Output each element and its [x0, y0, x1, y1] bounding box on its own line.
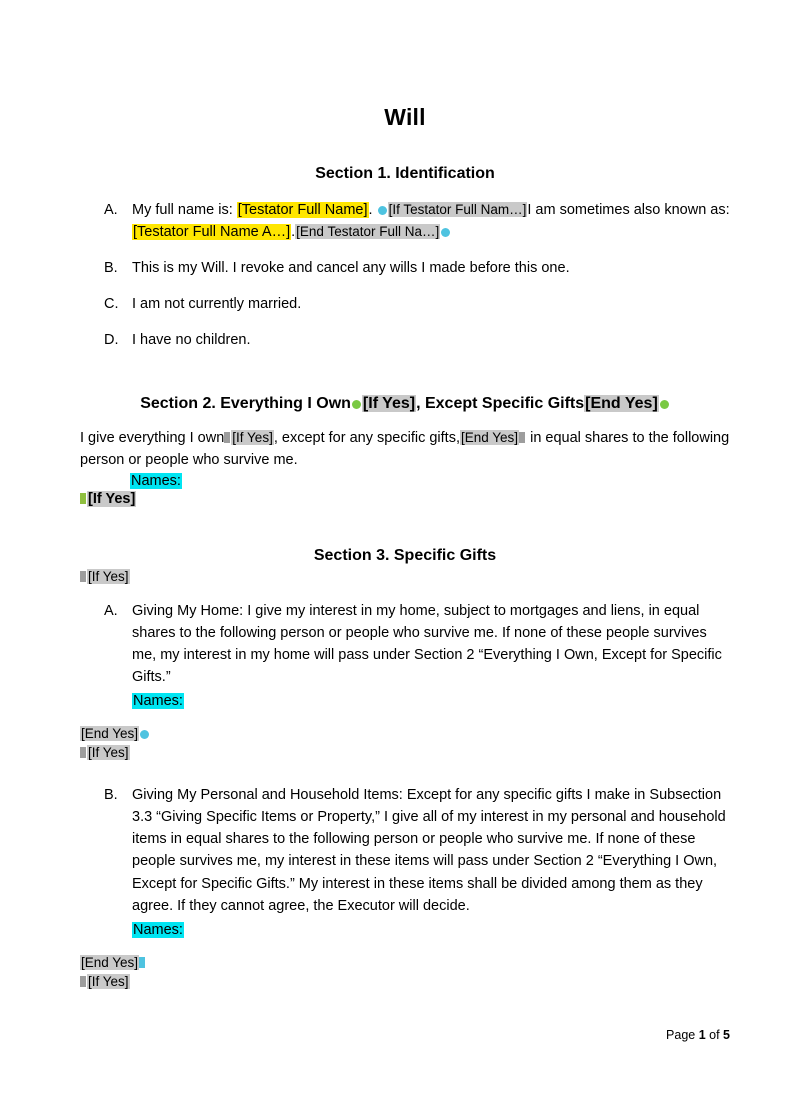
section-3-list	[80, 600, 730, 712]
conditional-tag-end-testator[interactable]: [End Testator Full Na…]	[296, 224, 440, 240]
footer-middle: of	[705, 1028, 724, 1042]
list-marker: A.	[104, 603, 118, 620]
conditional-tag-if-yes[interactable]: [If Yes]	[362, 395, 416, 413]
bookmark-dot-icon	[441, 228, 450, 237]
item-text-mid2: I am sometimes also known as:	[527, 202, 730, 218]
conditional-tag-if-testator[interactable]: [If Testator Full Nam…]	[388, 202, 527, 217]
conditional-tag-if-yes[interactable]: [If Yes]	[88, 973, 129, 989]
conditional-tag-end-yes[interactable]: [End Yes]	[81, 726, 139, 742]
bookmark-square-icon	[519, 432, 525, 443]
list-marker: A.	[104, 202, 118, 218]
bookmark-square-icon	[139, 957, 145, 968]
section-3b-end-tag-line	[80, 955, 730, 970]
list-marker: B.	[104, 260, 118, 277]
item-text: I am not currently married.	[132, 296, 302, 313]
footer-total-pages: 5	[723, 1028, 730, 1042]
item-text: This is my Will. I revoke and cancel any wills I made before this one.	[132, 260, 570, 277]
footer-prefix: Page	[666, 1028, 699, 1042]
field-testator-alias[interactable]: [Testator Full Name A…]	[133, 224, 291, 241]
list-item	[80, 329, 730, 351]
bookmark-square-icon	[224, 432, 230, 443]
conditional-tag-end-yes[interactable]: [End Yes]	[461, 430, 519, 446]
section-3a-if-tag-line	[80, 745, 730, 760]
section-2-names-line	[130, 473, 730, 489]
conditional-tag-if-yes[interactable]: [If Yes]	[232, 430, 273, 446]
list-item	[80, 784, 730, 940]
names-label[interactable]: Names:	[131, 473, 181, 490]
subitem-names-line	[132, 690, 730, 712]
item-text: Giving My Home: I give my interest in my home, subject to mortgages and liens, in equal shares to the following person or people who survive me. If none of these people survives me, my interest in my home will pass under Section 2 “Everything I Own, Except for Specific Gifts.”	[132, 603, 722, 686]
bookmark-dot-icon	[140, 730, 149, 739]
paragraph-text-mid: , except for any specific gifts,	[273, 430, 460, 447]
list-item	[80, 293, 730, 315]
bookmark-dot-icon	[352, 400, 361, 409]
section-2-heading-part2: , Except Specific Gifts	[416, 395, 585, 413]
field-testator-full-name[interactable]: [Testator Full Name]	[237, 202, 368, 218]
bookmark-dot-icon	[378, 206, 387, 215]
section-1-list	[80, 199, 730, 351]
item-text-mid: .	[368, 202, 373, 218]
item-text-before: My full name is:	[132, 202, 237, 218]
conditional-tag-end-yes[interactable]: [End Yes]	[81, 954, 139, 970]
conditional-tag-if-yes[interactable]: [If Yes]	[88, 745, 129, 761]
list-marker: C.	[104, 296, 119, 313]
footer-page-number: 1	[698, 1028, 706, 1042]
list-item	[80, 257, 730, 279]
section-3-heading: Section 3. Specific Gifts	[313, 547, 497, 565]
page-footer	[666, 1028, 730, 1042]
section-2-heading-part1: Section 2. Everything I Own	[140, 395, 351, 413]
paragraph-text-before: I give everything I own	[80, 430, 225, 447]
bookmark-square-icon	[80, 976, 86, 987]
subitem-names-line	[132, 919, 730, 941]
section-2-paragraph	[80, 427, 730, 471]
item-text-mid3: .	[291, 224, 296, 241]
section-3-list-continued	[80, 784, 730, 940]
conditional-tag-if-yes[interactable]: [If Yes]	[88, 491, 136, 508]
page-title: Will	[384, 104, 426, 130]
names-label[interactable]: Names:	[133, 693, 183, 710]
conditional-tag-if-yes[interactable]: [If Yes]	[88, 569, 129, 585]
section-3a-end-tag-line	[80, 726, 730, 741]
paragraph-text-after: in equal shares to the following person or people who survive me.	[80, 430, 730, 469]
section-2-if-yes-line	[80, 491, 730, 507]
bookmark-square-icon	[80, 571, 86, 582]
list-marker: D.	[104, 332, 119, 349]
section-1-heading: Section 1. Identification	[315, 165, 495, 182]
names-label[interactable]: Names:	[133, 921, 183, 938]
bookmark-square-icon	[80, 747, 86, 758]
list-item	[80, 199, 730, 243]
bookmark-dot-icon	[660, 400, 669, 409]
bookmark-square-icon	[80, 493, 86, 504]
item-text: I have no children.	[132, 332, 251, 349]
list-marker: B.	[104, 787, 118, 804]
conditional-tag-end-yes[interactable]: [End Yes]	[585, 395, 658, 413]
section-2-heading	[80, 395, 730, 413]
item-text: Giving My Personal and Household Items: Except for any specific gifts I make in Subsection 3.3 “Giving Specific Items or Property,” I give all of my interest in my personal and household items in equal shares to the following person or people who survive me. If none of these people survives me, my interest in these items will pass under Section 2 “Everything I Own, Except for Specific Gifts.” My interest in these items shall be divided among them as they agree. If they cannot agree, the Executor will decide.	[132, 787, 726, 914]
section-3b-if-tag-line	[80, 974, 730, 989]
list-item	[80, 600, 730, 712]
section-3-lead-tag-line	[80, 569, 730, 584]
